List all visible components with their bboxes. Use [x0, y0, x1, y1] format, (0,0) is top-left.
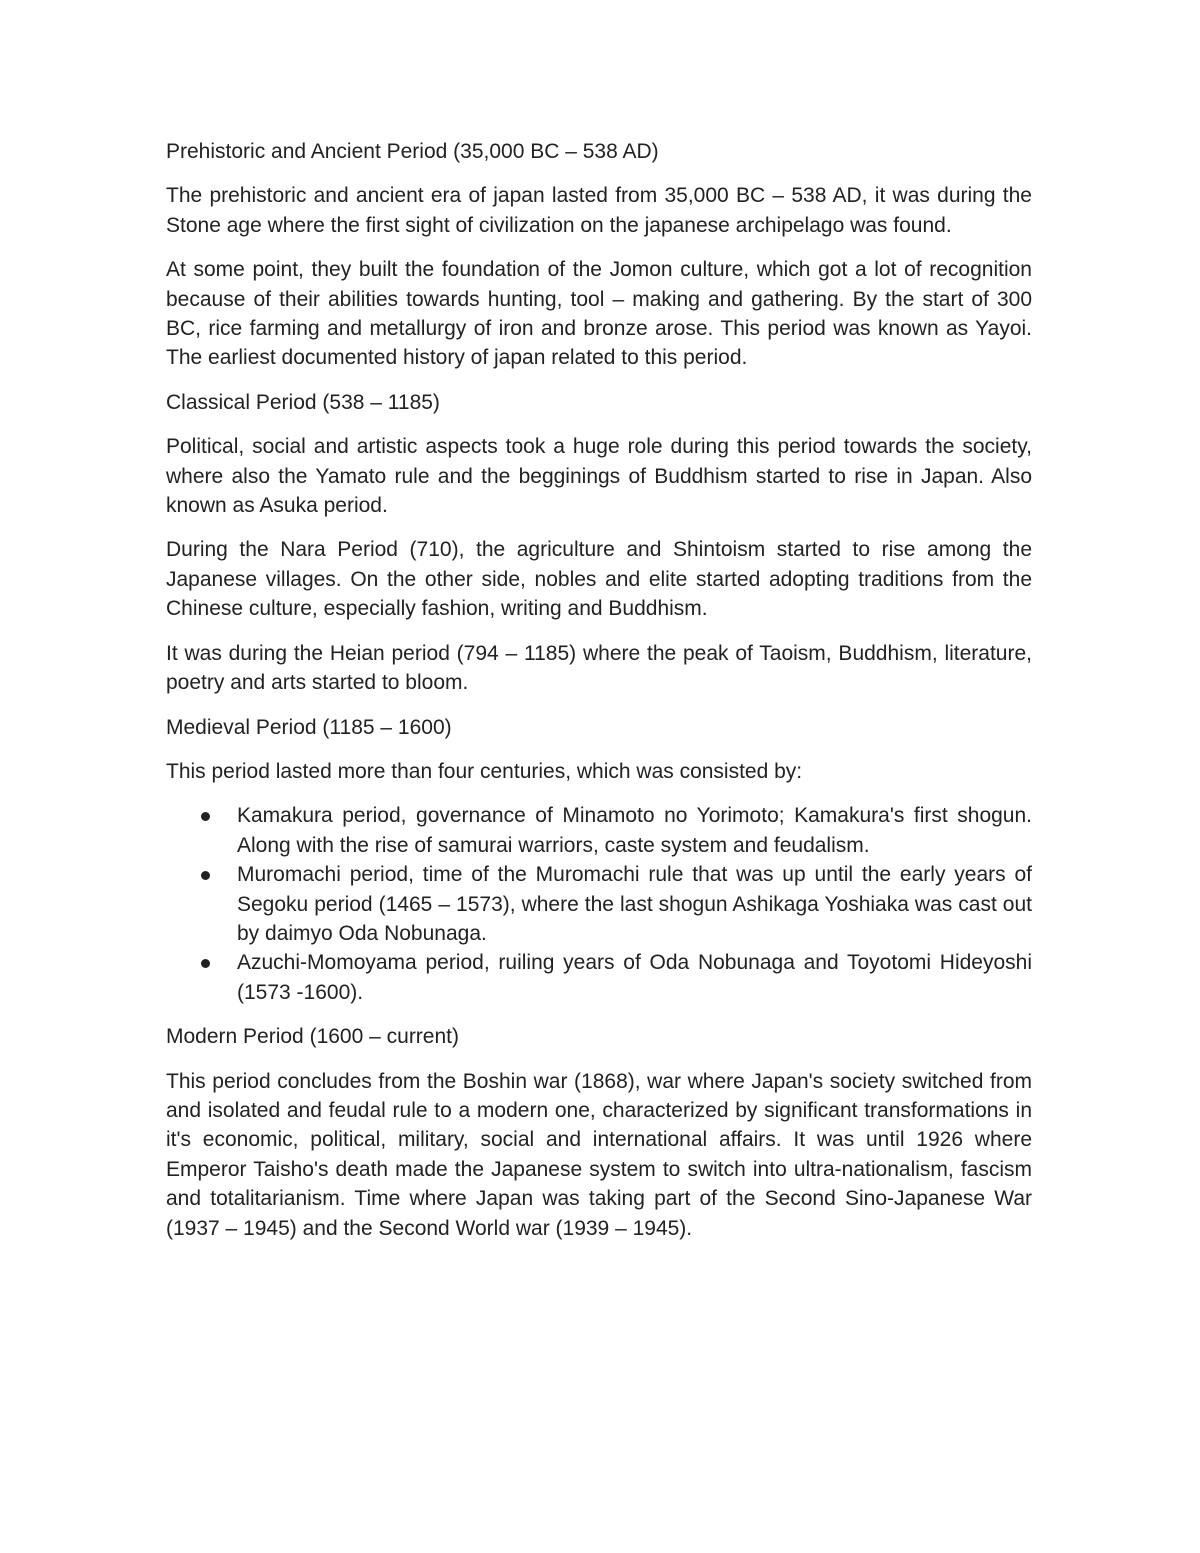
- list-item-text: Muromachi period, time of the Muromachi rule that was up until the early years of Segoku period (1465 – 1573), where the last shogun Ashikaga Yoshiaka was cast out by daimyo Oda Nobunaga.: [237, 863, 1032, 945]
- paragraph: It was during the Heian period (794 – 1185) where the peak of Taoism, Buddhism, literature, poetry and arts started to bloom.: [166, 641, 1032, 695]
- list-item: [166, 801, 1032, 860]
- bullet-list: [166, 801, 1032, 1007]
- section-prehistoric: [166, 137, 1032, 373]
- paragraph: During the Nara Period (710), the agriculture and Shintoism started to rise among the Japanese villages. On the other side, nobles and elite started adopting traditions from the Chinese culture, especially fashion, writing and Buddhism.: [166, 538, 1032, 621]
- section-heading: Medieval Period (1185 – 1600): [166, 715, 452, 739]
- paragraph: Political, social and artistic aspects took a huge role during this period towards the society, where also the Yamato rule and the begginings of Buddhism started to rise in Japan. Also known as Asuka period.: [166, 435, 1032, 518]
- section-medieval: [166, 713, 1032, 1008]
- paragraph: This period lasted more than four centuries, which was consisted by:: [166, 759, 803, 783]
- bullet-icon: [201, 871, 210, 880]
- list-item-text: Azuchi-Momoyama period, ruiling years of Oda Nobunaga and Toyotomi Hideyoshi (1573 -1600).: [237, 951, 1032, 1004]
- section-heading: Modern Period (1600 – current): [166, 1025, 459, 1049]
- bullet-icon: [201, 812, 210, 821]
- paragraph: At some point, they built the foundation of the Jomon culture, which got a lot of recognition because of their abilities towards hunting, tool – making and gathering. By the start of 300 BC, rice farming and metallurgy of iron and bronze arose. This period was known as Yayoi. The earliest documented history of japan related to this period.: [166, 258, 1032, 370]
- bullet-icon: [201, 959, 210, 968]
- paragraph: This period concludes from the Boshin war (1868), war where Japan's society switched from and isolated and feudal rule to a modern one, characterized by significant transformations in it's economic, political, military, social and international affairs. It was until 1926 where Emperor Taisho's death made the Japanese system to switch into ultra-nationalism, fascism and totalitarianism. Time where Japan was taking part of the Second Sino-Japanese War (1937 – 1945) and the Second World war (1939 – 1945).: [166, 1069, 1032, 1240]
- list-item: [166, 860, 1032, 948]
- section-modern: [166, 1022, 1032, 1243]
- list-item: [166, 948, 1032, 1007]
- section-heading: Prehistoric and Ancient Period (35,000 BC – 538 AD): [166, 140, 659, 163]
- section-classical: [166, 388, 1032, 698]
- paragraph: The prehistoric and ancient era of japan lasted from 35,000 BC – 538 AD, it was during the Stone age where the first sight of civilization on the japanese archipelago was found.: [166, 184, 1032, 237]
- list-item-text: Kamakura period, governance of Minamoto no Yorimoto; Kamakura's first shogun. Along with the rise of samurai warriors, caste system and feudalism.: [237, 804, 1032, 857]
- document-page: [166, 137, 1032, 1258]
- section-heading: Classical Period (538 – 1185): [166, 390, 440, 414]
